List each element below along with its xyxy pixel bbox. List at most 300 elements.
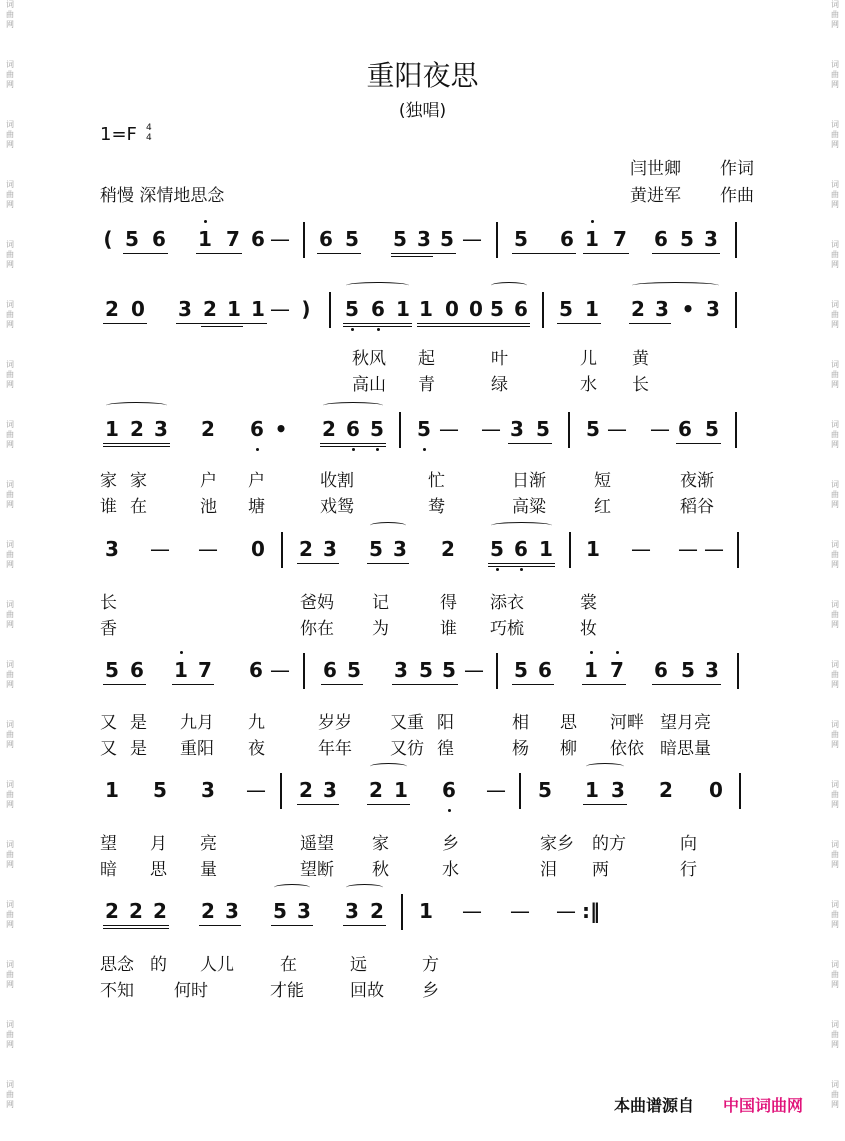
score-note: — bbox=[678, 537, 698, 561]
watermark-text: 词 曲 网 bbox=[6, 1080, 14, 1109]
watermark-text: 词 曲 网 bbox=[6, 660, 14, 689]
octave-dot bbox=[448, 809, 451, 812]
score-note: 5 bbox=[559, 297, 573, 321]
beam-line bbox=[343, 925, 386, 926]
score-note: 7 bbox=[226, 227, 240, 251]
score-note: ) bbox=[301, 297, 311, 321]
lyric-word: 你在 bbox=[300, 619, 334, 639]
lyric-word: 何时 bbox=[174, 981, 208, 1001]
lyric-word: 叶 bbox=[491, 349, 508, 369]
lyric-word: 户 bbox=[200, 471, 217, 491]
score-note: 6 bbox=[319, 227, 333, 251]
slur bbox=[274, 884, 310, 891]
beam-line bbox=[367, 563, 409, 564]
beam-line bbox=[417, 323, 530, 324]
score-note: 3 bbox=[178, 297, 192, 321]
score-note: 6 bbox=[654, 658, 668, 682]
slur bbox=[323, 402, 383, 409]
score-note: 0 bbox=[131, 297, 145, 321]
score-note: 1 bbox=[227, 297, 241, 321]
lyric-word: 为 bbox=[372, 619, 389, 639]
lyric-word: 远 bbox=[350, 955, 367, 975]
beam-line bbox=[583, 253, 629, 254]
lyric-word: 添衣 bbox=[490, 593, 524, 613]
score-note: 5 bbox=[538, 778, 552, 802]
score-note: 3 bbox=[510, 417, 524, 441]
lyric-word: 是 bbox=[130, 739, 147, 759]
score-note: 3 bbox=[105, 537, 119, 561]
score-note: 1 bbox=[198, 227, 212, 251]
lyric-word: 长 bbox=[632, 375, 649, 395]
watermark-text: 词 曲 网 bbox=[831, 240, 839, 269]
lyric-word: 收割 bbox=[320, 471, 354, 491]
lyric-word: 杨 bbox=[512, 739, 529, 759]
slur bbox=[346, 884, 383, 891]
score-note: 6 bbox=[250, 417, 264, 441]
lyric-word: 的方 bbox=[592, 834, 626, 854]
score-note: 0 bbox=[445, 297, 459, 321]
octave-dot bbox=[351, 328, 354, 331]
lyric-word: 又彷 bbox=[390, 739, 424, 759]
score-line bbox=[0, 777, 845, 817]
bar-line bbox=[735, 222, 737, 258]
lyric-word: 柳 bbox=[560, 739, 577, 759]
score-note: 5 bbox=[705, 417, 719, 441]
score-note: 2 bbox=[299, 537, 313, 561]
score-note: 6 bbox=[371, 297, 385, 321]
score-note: 5 bbox=[586, 417, 600, 441]
beam-line bbox=[103, 928, 169, 929]
watermark-text: 词 曲 网 bbox=[6, 780, 14, 809]
lyric-word: 思念 bbox=[100, 955, 134, 975]
lyric-word: 乡 bbox=[442, 834, 459, 854]
lyric-word: 又 bbox=[100, 713, 117, 733]
score-note: 3 bbox=[655, 297, 669, 321]
slur bbox=[491, 522, 552, 529]
score-note: 1 bbox=[585, 778, 599, 802]
score-note: 5 bbox=[153, 778, 167, 802]
lyric-word: 重阳 bbox=[180, 739, 214, 759]
lyric-word: 暗思量 bbox=[660, 739, 711, 759]
score-note: 1 bbox=[174, 658, 188, 682]
score-note: 5 bbox=[490, 297, 504, 321]
score-note: — bbox=[650, 417, 670, 441]
lyric-word: 青 bbox=[418, 375, 435, 395]
score-note: 0 bbox=[709, 778, 723, 802]
watermark-text: 词 曲 网 bbox=[831, 300, 839, 329]
lyric-word: 回故 bbox=[350, 981, 384, 1001]
beam-line bbox=[652, 253, 720, 254]
beam-line bbox=[321, 684, 363, 685]
lyric-word: 绿 bbox=[491, 375, 508, 395]
score-note: 5 bbox=[105, 658, 119, 682]
bar-line bbox=[399, 412, 401, 448]
lyricist-role: 作词 bbox=[720, 159, 754, 179]
beam-line bbox=[676, 443, 721, 444]
slur bbox=[586, 763, 624, 770]
score-note: 3 bbox=[611, 778, 625, 802]
beam-line bbox=[512, 684, 554, 685]
score-note: — bbox=[150, 537, 170, 561]
bar-line bbox=[303, 222, 305, 258]
lyric-word: 在 bbox=[130, 497, 147, 517]
lyric-word: 暗 bbox=[100, 860, 117, 880]
lyric-word: 遥望 bbox=[300, 834, 334, 854]
beam-line bbox=[320, 443, 386, 444]
lyric-word: 是 bbox=[130, 713, 147, 733]
score-note: 6 bbox=[442, 778, 456, 802]
score-note: 5 bbox=[273, 899, 287, 923]
score-note: 3 bbox=[323, 537, 337, 561]
watermark-text: 词 曲 网 bbox=[831, 660, 839, 689]
score-line bbox=[0, 416, 845, 456]
octave-dot bbox=[591, 220, 594, 223]
score-note: 1 bbox=[539, 537, 553, 561]
score-note: — bbox=[481, 417, 501, 441]
octave-dot bbox=[590, 651, 593, 654]
score-note: 2 bbox=[631, 297, 645, 321]
lyric-word: 稻谷 bbox=[680, 497, 714, 517]
lyricist-name: 闫世卿 bbox=[630, 159, 681, 179]
score-line bbox=[0, 296, 845, 336]
score-note: 2 bbox=[105, 297, 119, 321]
lyric-word: 巧梳 bbox=[490, 619, 524, 639]
lyric-word: 不知 bbox=[100, 981, 134, 1001]
score-note: 1 bbox=[251, 297, 265, 321]
beam-line bbox=[172, 684, 214, 685]
score-note: 6 bbox=[249, 658, 263, 682]
lyric-word: 长 bbox=[100, 593, 117, 613]
score-note: 2 bbox=[659, 778, 673, 802]
beam-line bbox=[488, 563, 555, 564]
bar-line bbox=[735, 292, 737, 328]
song-subtitle: (独唱) bbox=[398, 101, 447, 121]
lyric-word: 短 bbox=[594, 471, 611, 491]
lyric-word: 妆 bbox=[580, 619, 597, 639]
lyric-word: 思 bbox=[150, 860, 167, 880]
watermark-text: 词 曲 网 bbox=[831, 900, 839, 929]
lyric-word: 夜 bbox=[248, 739, 265, 759]
watermark-text: 词 曲 网 bbox=[831, 540, 839, 569]
score-note: — bbox=[556, 899, 576, 923]
beam-line bbox=[297, 804, 339, 805]
lyric-word: 泪 bbox=[540, 860, 557, 880]
score-note: 5 bbox=[536, 417, 550, 441]
score-note: 2 bbox=[130, 417, 144, 441]
lyric-word: 记 bbox=[372, 593, 389, 613]
watermark-text: 词 曲 网 bbox=[6, 300, 14, 329]
watermark-text: 词 曲 网 bbox=[6, 600, 14, 629]
lyric-word: 望断 bbox=[300, 860, 334, 880]
score-note: 5 bbox=[125, 227, 139, 251]
lyric-word: 思 bbox=[560, 713, 577, 733]
slur bbox=[106, 402, 167, 409]
lyric-word: 水 bbox=[580, 375, 597, 395]
score-note: 5 bbox=[419, 658, 433, 682]
beam-line bbox=[343, 323, 412, 324]
score-note: — bbox=[462, 899, 482, 923]
beam-line bbox=[103, 446, 170, 447]
tempo-marking: 稍慢 深情地思念 bbox=[100, 186, 225, 206]
watermark-text: 词 曲 网 bbox=[831, 780, 839, 809]
lyric-word: 得 bbox=[440, 593, 457, 613]
lyric-word: 红 bbox=[594, 497, 611, 517]
score-note: 5 bbox=[345, 227, 359, 251]
lyric-word: 谁 bbox=[440, 619, 457, 639]
score-note: 1 bbox=[585, 297, 599, 321]
lyric-word: 乡 bbox=[422, 981, 439, 1001]
score-note: — bbox=[439, 417, 459, 441]
watermark-text: 词 曲 网 bbox=[6, 180, 14, 209]
beam-line bbox=[392, 684, 458, 685]
octave-dot bbox=[376, 448, 379, 451]
watermark-text: 词 曲 网 bbox=[831, 720, 839, 749]
score-note: • bbox=[274, 417, 288, 441]
score-note: 0 bbox=[251, 537, 265, 561]
lyric-word: 裳 bbox=[580, 593, 597, 613]
score-note: :‖ bbox=[582, 899, 600, 923]
lyric-word: 高山 bbox=[352, 375, 386, 395]
watermark-text: 词 曲 网 bbox=[831, 60, 839, 89]
score-note: 5 bbox=[514, 658, 528, 682]
time-signature: 4 4 bbox=[146, 123, 152, 143]
score-line bbox=[0, 226, 845, 266]
lyric-word: 家 bbox=[100, 471, 117, 491]
score-note: 1 bbox=[105, 417, 119, 441]
octave-dot bbox=[423, 448, 426, 451]
beam-line bbox=[583, 804, 627, 805]
lyric-word: 秋风 bbox=[352, 349, 386, 369]
score-note: 5 bbox=[417, 417, 431, 441]
watermark-text: 词 曲 网 bbox=[831, 840, 839, 869]
score-note: 1 bbox=[394, 778, 408, 802]
score-note: 6 bbox=[346, 417, 360, 441]
octave-dot bbox=[520, 568, 523, 571]
score-note: 1 bbox=[585, 227, 599, 251]
watermark-text: 词 曲 网 bbox=[6, 420, 14, 449]
lyric-word: 在 bbox=[280, 955, 297, 975]
score-note: 5 bbox=[514, 227, 528, 251]
score-note: 2 bbox=[203, 297, 217, 321]
lyric-word: 岁岁 bbox=[318, 713, 352, 733]
score-note: 6 bbox=[323, 658, 337, 682]
beam-line bbox=[176, 323, 267, 324]
bar-line bbox=[329, 292, 331, 328]
lyric-word: 忙 bbox=[428, 471, 445, 491]
beam-line bbox=[297, 563, 339, 564]
slur bbox=[370, 522, 406, 529]
lyric-word: 九 bbox=[248, 713, 265, 733]
score-note: — bbox=[270, 658, 290, 682]
score-note: 1 bbox=[419, 297, 433, 321]
composer-name: 黄进军 bbox=[630, 186, 681, 206]
score-note: — bbox=[270, 227, 290, 251]
lyric-word: 年年 bbox=[318, 739, 352, 759]
score-note: 3 bbox=[154, 417, 168, 441]
score-note: — bbox=[486, 778, 506, 802]
bar-line bbox=[542, 292, 544, 328]
score-note: 1 bbox=[396, 297, 410, 321]
score-note: 3 bbox=[225, 899, 239, 923]
score-note: 5 bbox=[440, 227, 454, 251]
lyric-word: 才能 bbox=[270, 981, 304, 1001]
beam-line bbox=[201, 326, 243, 327]
score-note: 3 bbox=[393, 537, 407, 561]
score-note: ( bbox=[103, 227, 113, 251]
bar-line bbox=[496, 653, 498, 689]
lyric-word: 塘 bbox=[248, 497, 265, 517]
watermark-text: 词 曲 网 bbox=[6, 120, 14, 149]
score-note: 6 bbox=[152, 227, 166, 251]
score-note: 6 bbox=[130, 658, 144, 682]
score-note: 5 bbox=[370, 417, 384, 441]
slur bbox=[346, 282, 409, 289]
score-note: 2 bbox=[129, 899, 143, 923]
watermark-text: 词 曲 网 bbox=[831, 360, 839, 389]
score-note: 3 bbox=[705, 658, 719, 682]
beam-line bbox=[417, 326, 530, 327]
score-note: 3 bbox=[297, 899, 311, 923]
watermark-text: 词 曲 网 bbox=[6, 840, 14, 869]
lyric-word: 向 bbox=[680, 834, 697, 854]
score-note: 3 bbox=[394, 658, 408, 682]
beam-line bbox=[512, 253, 576, 254]
score-line bbox=[0, 657, 845, 697]
lyric-word: 九月 bbox=[180, 713, 214, 733]
lyric-word: 行 bbox=[680, 860, 697, 880]
score-note: 6 bbox=[514, 537, 528, 561]
watermark-text: 词 曲 网 bbox=[831, 960, 839, 989]
watermark-text: 词 曲 网 bbox=[831, 0, 839, 29]
score-note: 2 bbox=[370, 899, 384, 923]
beam-line bbox=[317, 253, 361, 254]
score-note: — bbox=[464, 658, 484, 682]
beam-line bbox=[103, 323, 147, 324]
lyric-word: 起 bbox=[418, 349, 435, 369]
score-note: — bbox=[198, 537, 218, 561]
beam-line bbox=[557, 323, 601, 324]
watermark-text: 词 曲 网 bbox=[6, 0, 14, 29]
watermark-text: 词 曲 网 bbox=[6, 540, 14, 569]
score-note: 2 bbox=[201, 899, 215, 923]
watermark-text: 词 曲 网 bbox=[6, 480, 14, 509]
watermark-text: 词 曲 网 bbox=[831, 1020, 839, 1049]
score-note: 2 bbox=[441, 537, 455, 561]
lyric-word: 家 bbox=[130, 471, 147, 491]
score-note: 1 bbox=[419, 899, 433, 923]
lyric-word: 阳 bbox=[437, 713, 454, 733]
watermark-text: 词 曲 网 bbox=[6, 900, 14, 929]
watermark-text: 词 曲 网 bbox=[6, 360, 14, 389]
score-note: 3 bbox=[704, 227, 718, 251]
lyric-word: 谁 bbox=[100, 497, 117, 517]
watermark-text: 词 曲 网 bbox=[831, 600, 839, 629]
score-note: 2 bbox=[105, 899, 119, 923]
score-note: 2 bbox=[153, 899, 167, 923]
beam-line bbox=[652, 684, 721, 685]
score-note: 3 bbox=[323, 778, 337, 802]
source-link[interactable]: 中国词曲网 bbox=[723, 1096, 804, 1115]
bar-line bbox=[737, 532, 739, 568]
lyric-word: 户 bbox=[248, 471, 265, 491]
beam-line bbox=[103, 925, 169, 926]
score-note: 5 bbox=[393, 227, 407, 251]
beam-line bbox=[391, 253, 456, 254]
octave-dot bbox=[204, 220, 207, 223]
score-note: 5 bbox=[442, 658, 456, 682]
score-line bbox=[0, 898, 845, 938]
lyric-word: 戏鸳 bbox=[320, 497, 354, 517]
song-title: 重阳夜思 bbox=[366, 59, 479, 92]
lyric-word: 徨 bbox=[437, 739, 454, 759]
bar-line bbox=[568, 412, 570, 448]
score-note: 6 bbox=[678, 417, 692, 441]
score-note: 5 bbox=[490, 537, 504, 561]
lyric-word: 儿 bbox=[580, 349, 597, 369]
score-note: 1 bbox=[584, 658, 598, 682]
beam-line bbox=[391, 256, 433, 257]
watermark-text: 词 曲 网 bbox=[831, 1080, 839, 1109]
beam-line bbox=[271, 925, 313, 926]
score-note: — bbox=[631, 537, 651, 561]
bar-line bbox=[280, 773, 282, 809]
watermark-text: 词 曲 网 bbox=[6, 60, 14, 89]
score-note: 2 bbox=[299, 778, 313, 802]
bar-line bbox=[739, 773, 741, 809]
watermark-text: 词 曲 网 bbox=[831, 420, 839, 449]
score-note: — bbox=[270, 297, 290, 321]
score-note: 1 bbox=[586, 537, 600, 561]
score-note: 6 bbox=[538, 658, 552, 682]
score-note: 6 bbox=[560, 227, 574, 251]
bar-line bbox=[735, 412, 737, 448]
score-note: 7 bbox=[613, 227, 627, 251]
score-note: 3 bbox=[706, 297, 720, 321]
watermark-text: 词 曲 网 bbox=[831, 120, 839, 149]
lyric-word: 的 bbox=[150, 955, 167, 975]
lyric-word: 又重 bbox=[390, 713, 424, 733]
lyric-word: 家 bbox=[372, 834, 389, 854]
beam-line bbox=[488, 566, 555, 567]
score-note: • bbox=[681, 297, 695, 321]
octave-dot bbox=[180, 651, 183, 654]
score-note: 1 bbox=[105, 778, 119, 802]
score-note: 6 bbox=[514, 297, 528, 321]
octave-dot bbox=[616, 651, 619, 654]
score-note: — bbox=[607, 417, 627, 441]
octave-dot bbox=[377, 328, 380, 331]
lyric-word: 望月亮 bbox=[660, 713, 711, 733]
beam-line bbox=[320, 446, 386, 447]
score-note: 2 bbox=[201, 417, 215, 441]
score-note: 5 bbox=[680, 227, 694, 251]
beam-line bbox=[103, 684, 146, 685]
lyric-word: 爸妈 bbox=[300, 593, 334, 613]
lyric-word: 夜渐 bbox=[680, 471, 714, 491]
score-note: — bbox=[704, 537, 724, 561]
score-note: 3 bbox=[345, 899, 359, 923]
score-note: 6 bbox=[251, 227, 265, 251]
octave-dot bbox=[256, 448, 259, 451]
key-signature: 1=F bbox=[100, 124, 137, 145]
score-note: 3 bbox=[417, 227, 431, 251]
bar-line bbox=[737, 653, 739, 689]
score-note: 2 bbox=[369, 778, 383, 802]
lyric-word: 黄 bbox=[632, 349, 649, 369]
lyric-word: 鸯 bbox=[428, 497, 445, 517]
lyric-word: 相 bbox=[512, 713, 529, 733]
score-line bbox=[0, 536, 845, 576]
